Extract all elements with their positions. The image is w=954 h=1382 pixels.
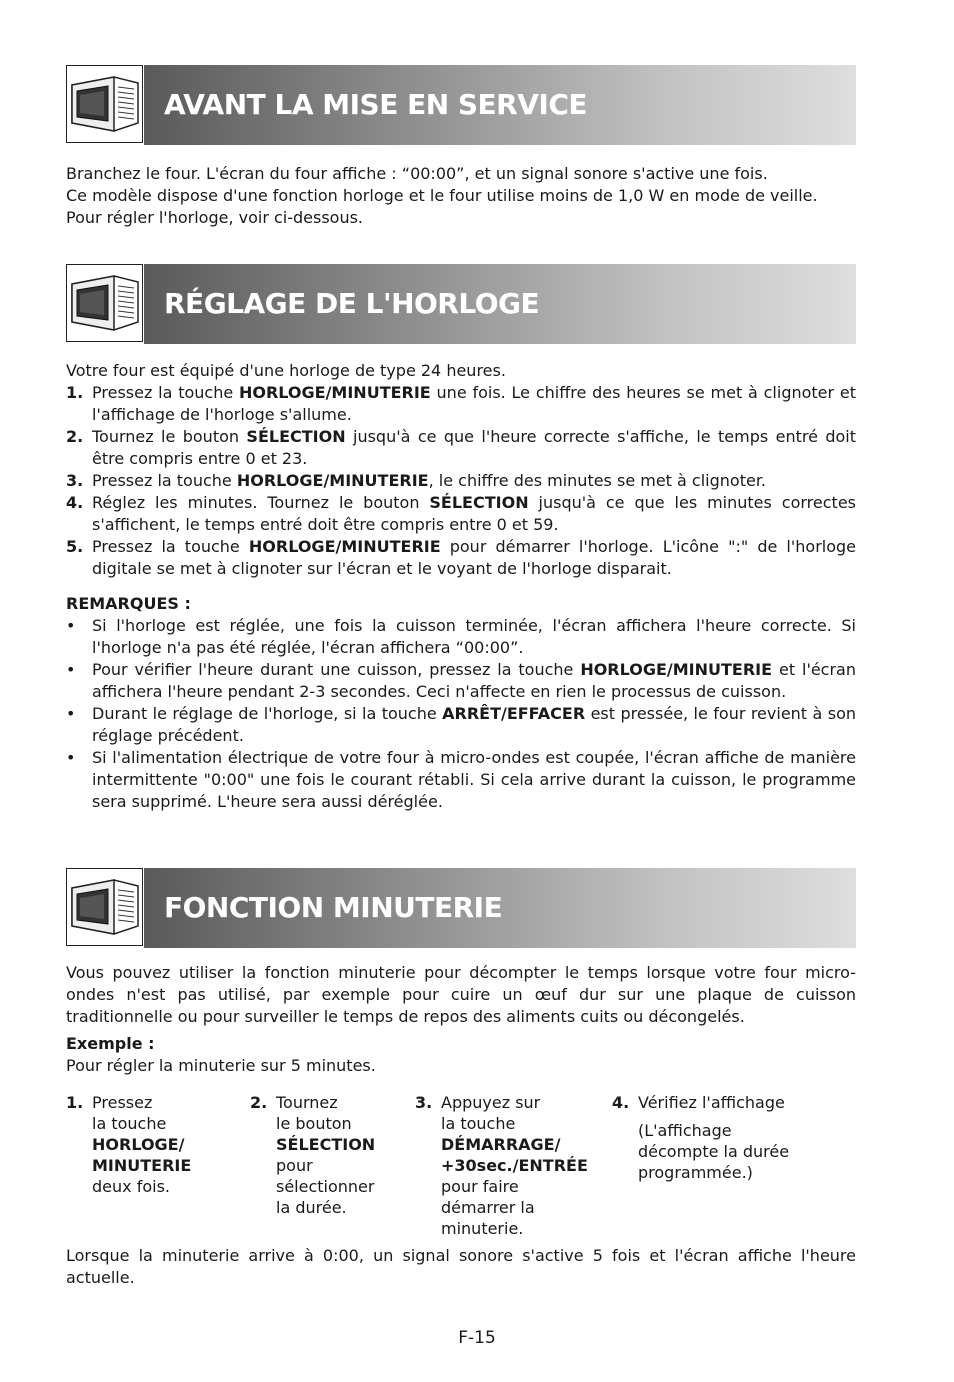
list-item xyxy=(66,426,856,470)
step-number: 2. xyxy=(250,1093,268,1112)
step-text: Tournez le bouton xyxy=(92,427,247,446)
microwave-icon xyxy=(66,264,143,342)
minuterie-intro xyxy=(66,962,856,1028)
step-number: 5. xyxy=(66,537,84,556)
section-header-avant xyxy=(66,65,856,145)
horloge-steps xyxy=(66,382,856,580)
key-name: MINUTERIE xyxy=(92,1156,192,1175)
section-header-reglage xyxy=(66,264,856,344)
step-number: 4. xyxy=(66,493,84,512)
step-line: la touche xyxy=(441,1114,516,1133)
list-item xyxy=(66,470,856,492)
key-name: HORLOGE/MINUTERIE xyxy=(580,660,773,679)
step-number: 2. xyxy=(66,427,84,446)
key-name: SÉLECTION xyxy=(246,427,346,446)
step-number: 3. xyxy=(66,471,84,490)
example-heading: Exemple : xyxy=(66,1034,155,1053)
list-item xyxy=(66,747,856,813)
timer-step-4 xyxy=(612,1092,842,1183)
key-name: HORLOGE/ xyxy=(92,1135,185,1154)
step-line: Tournez xyxy=(276,1093,338,1112)
remark-text: est pressée, le four revient à son réglage précédent. xyxy=(92,704,856,745)
horloge-lead xyxy=(66,360,856,382)
bullet: • xyxy=(66,704,76,723)
section-header-minuterie xyxy=(66,868,856,948)
title-band xyxy=(144,65,856,145)
step-line: Pressez xyxy=(92,1093,153,1112)
timer-step-2 xyxy=(250,1092,410,1218)
bullet: • xyxy=(66,660,76,679)
example-text: Pour régler la minuterie sur 5 minutes. xyxy=(66,1056,376,1075)
section-title: FONCTION MINUTERIE xyxy=(164,891,503,924)
list-item xyxy=(66,703,856,747)
intro-line: Ce modèle dispose d'une fonction horloge et le four utilise moins de 1,0 W en mode de veille. xyxy=(66,186,818,205)
key-name: ARRÊT/EFFACER xyxy=(442,704,586,723)
step-text: jusqu'à ce que les minutes correctes s'affichent, le temps entré doit être compris entre 0 et 59. xyxy=(92,493,856,534)
section-title: RÉGLAGE DE L'HORLOGE xyxy=(164,287,540,320)
step-line: décompte la durée xyxy=(638,1142,790,1161)
list-item xyxy=(66,492,856,536)
microwave-icon xyxy=(66,65,143,143)
step-text: , le chiffre des minutes se met à clignoter. xyxy=(428,471,767,490)
closing-text: Lorsque la minuterie arrive à 0:00, un signal sonore s'active 5 fois et l'écran affiche l'heure actuelle. xyxy=(66,1246,856,1287)
remark-text: Pour vérifier l'heure durant une cuisson, pressez la touche xyxy=(92,660,581,679)
step-line: (L'affichage xyxy=(638,1121,732,1140)
step-line: la touche xyxy=(92,1114,167,1133)
step-line: sélectionner xyxy=(276,1177,375,1196)
step-number: 4. xyxy=(612,1093,630,1112)
remarks-heading: REMARQUES : xyxy=(66,594,191,613)
intro-text: Vous pouvez utiliser la fonction minuterie pour décompter le temps lorsque votre four micro-ondes n'est pas utilisé, par exemple pour cuire un œuf dur sur une plaque de cuisson traditionnelle ou pour surveiller le temps de repos des aliments cuits ou décongelés. xyxy=(66,963,856,1026)
step-text: jusqu'à ce que l'heure correcte s'affiche, le temps entré doit être compris entre 0 et 23. xyxy=(92,427,856,468)
step-line: programmée.) xyxy=(638,1163,753,1182)
timer-step-1 xyxy=(66,1092,236,1197)
key-name: HORLOGE/MINUTERIE xyxy=(236,471,429,490)
section-title: AVANT LA MISE EN SERVICE xyxy=(164,88,587,121)
intro-line: Pour régler l'horloge, voir ci-dessous. xyxy=(66,208,364,227)
key-name: HORLOGE/MINUTERIE xyxy=(248,537,441,556)
remark-text: Si l'alimentation électrique de votre four à micro-ondes est coupée, l'écran affiche de manière intermittente "0:00" une fois le courant rétabli. Si cela arrive durant la cuisson, le programme sera supprimé. L'heure sera aussi déréglée. xyxy=(92,748,856,811)
remark-text: Durant le réglage de l'horloge, si la touche xyxy=(92,704,443,723)
key-name: +30sec./ENTRÉE xyxy=(441,1156,588,1175)
step-line: pour xyxy=(276,1156,313,1175)
page-number: F-15 xyxy=(458,1328,496,1348)
step-text: Pressez la touche xyxy=(92,383,239,402)
step-line: pour faire xyxy=(441,1177,519,1196)
remarks-list xyxy=(66,615,856,813)
remark-text: et l'écran affichera l'heure pendant 2-3 secondes. Ceci n'affecte en rien le processus de cuisson. xyxy=(92,660,857,701)
bullet: • xyxy=(66,616,76,635)
microwave-icon xyxy=(66,868,143,946)
remark-text: Si l'horloge est réglée, une fois la cuisson terminée, l'écran affichera l'heure correcte. Si l'horloge n'a pas été réglée, l'écran affichera “00:00”. xyxy=(92,616,856,657)
list-item xyxy=(66,536,856,580)
remarks-title xyxy=(66,593,856,615)
step-text: une fois. Le chiffre des heures se met à clignoter et l'affichage de l'horloge s'allume. xyxy=(92,383,857,424)
step-line: minuterie. xyxy=(441,1219,524,1238)
example-block xyxy=(66,1033,856,1077)
key-name: HORLOGE/MINUTERIE xyxy=(238,383,431,402)
step-line: deux fois. xyxy=(92,1177,170,1196)
step-number: 1. xyxy=(66,383,84,402)
step-line: démarrer la xyxy=(441,1198,535,1217)
step-number: 3. xyxy=(415,1093,433,1112)
timer-step-3 xyxy=(415,1092,605,1239)
step-line: la durée. xyxy=(276,1198,347,1217)
step-number: 1. xyxy=(66,1093,84,1112)
step-text: Réglez les minutes. Tournez le bouton xyxy=(92,493,430,512)
list-item xyxy=(66,659,856,703)
step-line: le bouton xyxy=(276,1114,352,1133)
step-text: pour démarrer l'horloge. L'icône ":" de l'horloge digitale se met à clignoter sur l'écran et le voyant de l'horloge disparait. xyxy=(92,537,857,578)
key-name: SÉLECTION xyxy=(429,493,529,512)
list-item xyxy=(66,615,856,659)
step-text: Pressez la touche xyxy=(92,471,237,490)
step-text: Pressez la touche xyxy=(92,537,249,556)
closing-paragraph xyxy=(66,1245,856,1289)
key-name: SÉLECTION xyxy=(276,1135,376,1154)
lead-text: Votre four est équipé d'une horloge de type 24 heures. xyxy=(66,361,506,380)
step-line: Vérifiez l'affichage xyxy=(638,1093,785,1112)
list-item xyxy=(66,382,856,426)
bullet: • xyxy=(66,748,76,767)
intro-line: Branchez le four. L'écran du four affiche : “00:00”, et un signal sonore s'active une fois. xyxy=(66,164,768,183)
intro-paragraph xyxy=(66,163,856,229)
title-band xyxy=(144,264,856,344)
title-band xyxy=(144,868,856,948)
key-name: DÉMARRAGE/ xyxy=(441,1135,561,1154)
step-line: Appuyez sur xyxy=(441,1093,541,1112)
